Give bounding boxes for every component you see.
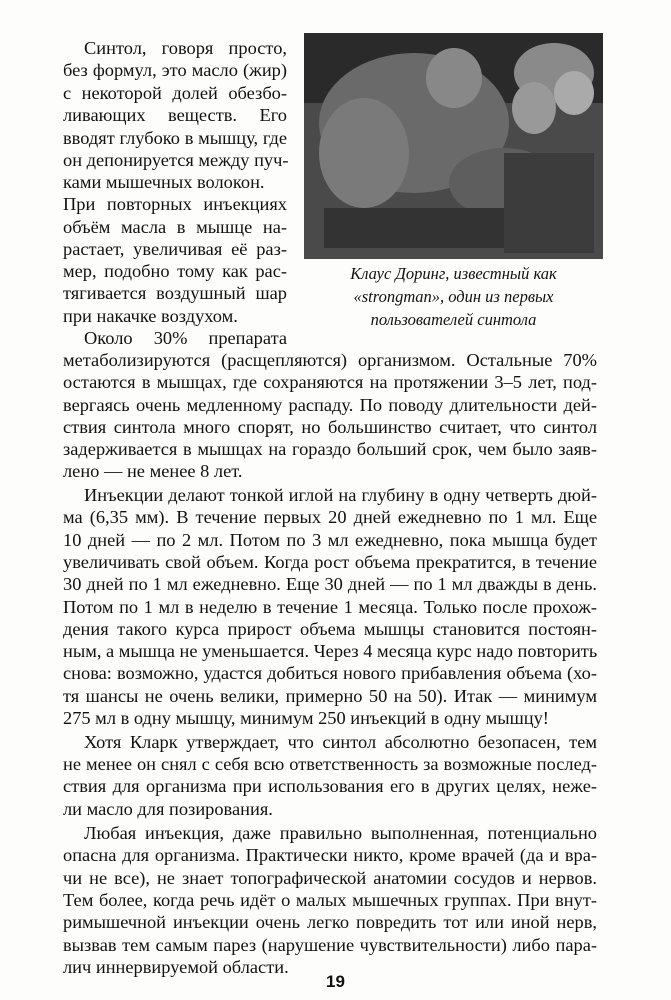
text-line: Любая инъекция, даже правильно выполненная, потенциально (84, 823, 597, 843)
text-line: при накачке воздухом. (63, 306, 238, 326)
text-line: Инъекции делают тонкой иглой на глубину в одну четверть дюй- (84, 485, 597, 505)
text-line: задерживается в мышцах на гораздо больший срок, чем было заяв- (63, 439, 597, 459)
text-line: дения такого курса прирост объема мышцы становится постоян- (63, 619, 597, 639)
text-line: не менее он снял с себя всю ответственность за возможные послед- (63, 754, 597, 774)
text-line: ма (6,35 мм). В течение первых 20 дней ежедневно по 1 мл. Еще (63, 507, 597, 527)
text-line: Около 30% препарата (84, 328, 287, 348)
text-line: снова: возможно, удастся добиться нового прибавления объема (хо- (63, 663, 597, 683)
text-line: римышечной инъекции очень легко повредить тот или иной нерв, (63, 912, 597, 932)
text-line: ли масло для позирования. (63, 799, 273, 819)
text-line: тягивается воздушный шар (63, 283, 287, 303)
text-line: Тем более, когда речь идёт о малых мышечных группах. При внут- (63, 890, 597, 910)
page-number: 19 (326, 972, 345, 991)
text-line: 30 дней по 1 мл ежедневно. Еще 30 дней — по 1 мл дважды в день. (63, 574, 597, 594)
figure-caption-line: Клаус Доринг, известный как (350, 264, 557, 283)
text-line: ствия для организма при использования его в других целях, неже- (63, 776, 597, 796)
text-line: мер, подобно тому как рас- (63, 261, 287, 281)
text-line: ливающих веществ. Его (63, 105, 287, 125)
text-line: вергаясь очень медленному распаду. По поводу длительности дей- (63, 395, 597, 415)
figure-caption-line: пользователей синтола (370, 310, 537, 329)
text-line: с некоторой долей обезбо- (63, 83, 287, 103)
text-line: тя шансы не очень велики, примерно 50 на 50). Итак — минимум (63, 686, 597, 706)
figure-photo (304, 33, 603, 259)
text-line: Синтол, говоря просто, (84, 38, 287, 58)
text-line: вызвав тем самым парез (нарушение чувствительности) либо пара- (63, 935, 597, 955)
text-line: увеличивать свой объем. Когда рост объема прекратится, в течение (63, 552, 597, 572)
photo-icon (304, 33, 603, 259)
text-line: остаются в мышцах, где сохраняются на протяжении 3–5 лет, под- (63, 372, 597, 392)
text-line: лено — не менее 8 лет. (63, 461, 243, 481)
text-line: вводят глубоко в мышцу, где (63, 128, 287, 148)
text-line: лич иннервируемой области. (63, 957, 289, 977)
text-line: Потом по 1 мл в неделю в течение 1 месяца. Только после прохож- (63, 597, 597, 617)
text-line: ками мышечных волокон. (63, 172, 265, 192)
text-line: объём масла в мышце на- (63, 217, 287, 237)
text-line: ным, а мышца не уменьшается. Через 4 месяца курс надо повторить (63, 641, 598, 661)
text-line: 275 мл в одну мышцу, минимум 250 инъекций в одну мышцу! (63, 708, 549, 728)
figure-caption-line: «strongman», один из первых (353, 287, 554, 306)
text-line: метаболизируются (расщепляются) организмом. Остальные 70% (63, 350, 597, 370)
text-line: Хотя Кларк утверждает, что синтол абсолютно безопасен, тем (84, 732, 597, 752)
text-line: опасна для организма. Практически никто, кроме врачей (да и вра- (63, 845, 597, 865)
text-line: При повторных инъекциях (63, 194, 287, 214)
text-line: 10 дней — по 2 мл. Потом по 3 мл ежедневно, пока мышца будет (63, 530, 597, 550)
text-line: он депонируется между пуч- (63, 150, 289, 170)
text-line: растает, увеличивая её раз- (63, 239, 287, 259)
text-line: без формул, это масло (жир) (63, 60, 287, 80)
text-line: ствия синтола много спорят, но большинство считает, что синтол (63, 417, 597, 437)
text-line: чи не все), не знает топографической анатомии сосудов и нервов. (63, 868, 597, 888)
